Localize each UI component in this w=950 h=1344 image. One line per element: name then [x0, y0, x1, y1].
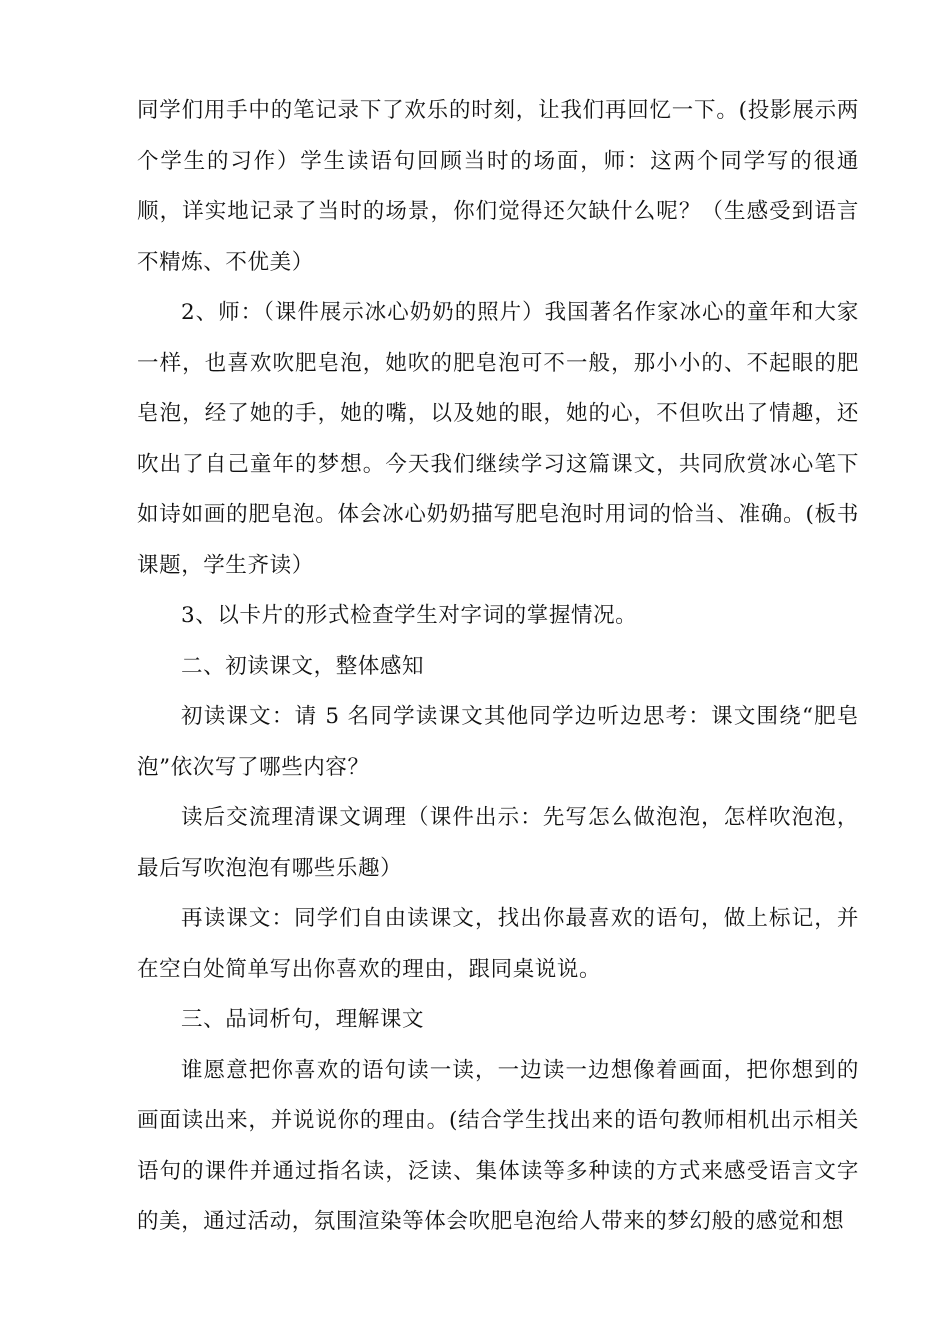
paragraph-bingxin-intro: 2、师：（课件展示冰心奶奶的照片）我国著名作家冰心的童年和大家一样，也喜欢吹肥皂泡，她吹的肥皂泡可不一般，那小小的、不起眼的肥皂泡，经了她的手，她的嘴，以及她的眼，她的心，不但吹出了情趣，还吹出了自己童年的梦想。今天我们继续学习这篇课文，共同欣赏冰心笔下如诗如画的肥皂泡。体会冰心奶奶描写肥皂泡时用词的恰当、准确。(板书课题，学生齐读） [137, 300, 859, 578]
section-heading-analysis: 三、品词析句，理解课文 [181, 1007, 425, 1032]
paragraph-discussion: 读后交流理清课文调理（课件出示：先写怎么做泡泡，怎样吹泡泡，最后写吹泡泡有哪些乐趣） [137, 805, 859, 881]
paragraph-second-reading: 再读课文：同学们自由读课文，找出你最喜欢的语句，做上标记，并在空白处简单写出你喜欢的理由，跟同桌说说。 [137, 906, 859, 982]
paragraph-recall: 同学们用手中的笔记录下了欢乐的时刻，让我们再回忆一下。(投影展示两个学生的习作）学生读语句回顾当时的场面，师：这两个同学写的很通顺，详实地记录了当时的场景，你们觉得还欠缺什么呢？（生感受到语言不精炼、不优美） [137, 98, 859, 275]
section-heading-first-reading: 二、初读课文，整体感知 [181, 653, 425, 679]
paragraph-word-check: 3、以卡片的形式检查学生对字词的掌握情况。 [181, 603, 638, 628]
paragraph-first-reading: 初读课文：请 5 名同学读课文其他同学边听边思考：课文围绕“肥皂泡”依次写了哪些内容？ [137, 704, 859, 780]
paragraph-analysis: 谁愿意把你喜欢的语句读一读，一边读一边想像着画面，把你想到的画面读出来，并说说你的理由。(结合学生找出来的语句教师相机出示相关语句的课件并通过指名读，泛读、集体读等多种读的方式来感受语言文字的美，通过活动，氛围渲染等体会吹肥皂泡给人带来的梦幻般的感觉和想 [137, 1057, 859, 1234]
document-body [137, 86, 859, 1248]
